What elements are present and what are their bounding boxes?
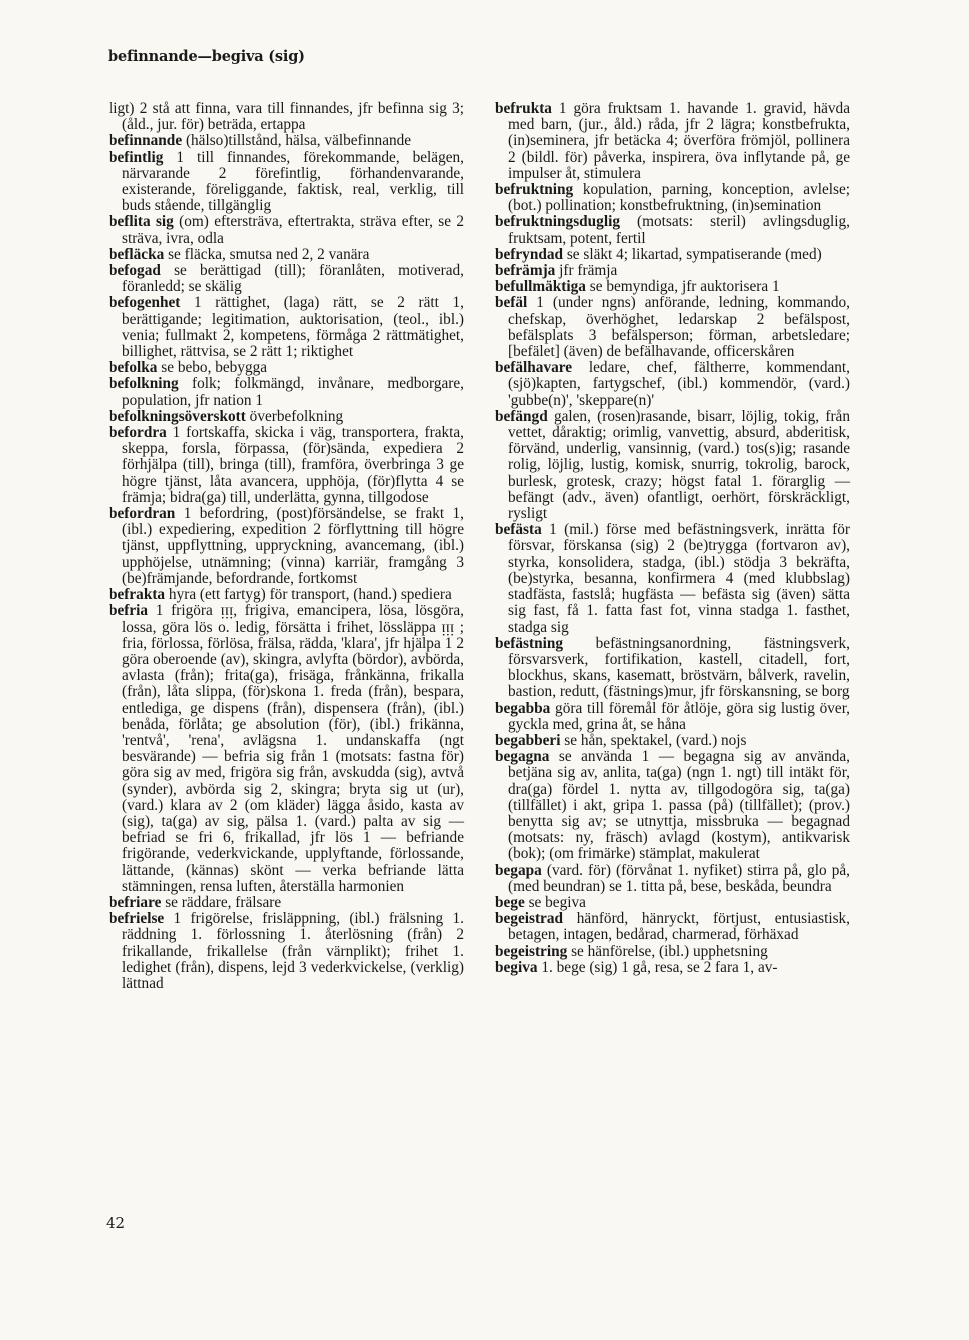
entry-headword: befläcka [109,245,165,263]
page-number: 42 [106,1214,126,1232]
dictionary-entry [109,895,464,911]
entry-headword: befrämja [495,262,556,280]
entry-definition: 1 frigöra ᴉᴉᴉ, frigiva, emancipera, lösa, lösgöra, lossa, göra lös o. ledig, försätta i frihet, lössläppa ᴉᴉᴉ ; fria, förlossa, förlösa, frälsa, rädda, 'klara', jfr hjälpa 1 2 göra oberoende (av), skingra, avlyfta (bördor), avbörda, avlasta (från); frita(ga), frisäga, frånkänna, frikalla (från), låta slippa, (för)skona 1. freda (från), bespara, entlediga, ge dispens (från), dispensera (från), (ibl.) benåda, förlåta; ge absolution (för), (ibl.) frikänna, 'rentvå', 'rena', avlägsna 1. undanskaffa (ngt besvärande) — befria sig från 1 (motsats: fastna för) göra sig av med, frigöra sig från, avskudda (sig), avtvå (synder), avbörda sig 2, skingra; bryta sig ut (ur), (vard.) klara av 2 (om kläder) lägga åsido, kasta av (sig), ta(ga) av sig, pälsa 1. (vard.) palta av sig — befriad se fri 6, frikallad, jfr lös 1 — befriande frigörande, vederkvickande, upplyftande, förlossande, lättande, (kännas) skönt — verka befriande lätta stämningen, rensa luften, återställa harmonien [122,602,464,895]
entry-definition: ledare, chef, fältherre, kommendant, (sjö)kapten, fartygschef, (ibl.) kommendör, (vard.) 'gubbe(n)', 'skeppare(n)' [508,359,850,409]
dictionary-entry [109,214,464,246]
entry-headword: befordra [109,424,167,442]
entry-definition: se begiva [528,893,586,911]
entry-definition: se bemyndiga, jfr auktorisera 1 [589,278,780,296]
entry-headword: befästning [495,634,563,652]
entry-headword: begiva [495,958,538,976]
running-head: befinnande—begiva (sig) [108,48,305,65]
dictionary-entry [109,360,464,376]
entry-headword: befinnande [109,132,183,150]
dictionary-entry [109,506,464,587]
dictionary-entry [495,360,850,409]
entry-definition: 1 (under ngns) anförande, ledning, kommando, chefskap, överhöghet, ledarskap 2 befälspost, befälsplats 3 befälsperson; förman, arbetsledare; [befälet] (även) de befälhavande, officerskåren [508,294,850,361]
entry-definition: se berättigad (till); föranlåten, motiverad, föranledd; se skälig [122,262,464,296]
entry-headword: begabba [495,699,551,717]
right-column [495,101,850,976]
entry-definition: 1 befordring, (post)försändelse, se frakt 1, (ibl.) expediering, expedition 2 förflyttning till högre tjänst, uppflyttning, uppryckning, avancemang, (ibl.) upphöjelse, utnämning; (vinna) karriär, framgång 3 (be)främjande, befordrande, fortkomst [122,505,464,587]
entry-definition: 1 fortskaffa, skicka i väg, transportera, frakta, skeppa, forsla, förpassa, (för)sända, expediera 2 förhjälpa (till), bringa (till), framföra, överbringa 3 ge högre tjänst, låta avancera, upphöja, (för)flytta 4 se främja; bidra(ga) till, underlätta, gynna, tillgodose [122,424,464,506]
dictionary-entry [495,733,850,749]
entry-definition: 1 till finnandes, förekommande, belägen, närvarande 2 förefintlig, förhandenvarande, existerande, föreliggande, faktisk, real, verklig, till buds stående, tillgänglig [122,148,465,215]
entry-definition: se släkt 4; likartad, sympatiserande (med) [566,245,822,263]
dictionary-entry [495,182,850,214]
entry-headword: befogad [109,262,161,280]
dictionary-entry [109,409,464,425]
entry-headword: befrukta [495,100,552,117]
entry-definition: hyra (ett fartyg) för transport, (hand.) spediera [168,586,452,604]
dictionary-entry [109,376,464,408]
entry-headword: begabberi [495,731,561,749]
entry-definition: se bebo, bebygga [161,359,268,377]
dictionary-entry [495,701,850,733]
dictionary-entry [495,214,850,246]
entry-headword: befrakta [109,586,166,604]
entry-headword: befälhavare [495,359,573,377]
entry-headword: befintlig [109,148,164,166]
entry-definition: (hälso)tillstånd, hälsa, välbefinnande [185,132,412,150]
entry-definition: göra till föremål för åtlöje, göra sig lustig över, gyckla med, grina åt, se håna [508,699,851,733]
entry-headword: begeistrad [495,910,563,928]
entry-definition: galen, (rosen)rasande, bisarr, löjlig, tokig, från vettet, dåraktig; orimlig, vanvettig, absurd, abderitisk, förvänd, underlig, vansinnig, (vard.) tos(s)ig; rasande rolig, löjlig, lustig, komisk, snurrig, tokrolig, barock, burlesk, grotesk, crazy; högst fatal 1. förarglig — befängt (adv., även) ofantligt, oerhört, förskräckligt, rysligt [508,407,850,523]
dictionary-entry [109,425,464,506]
entry-headword: befolka [109,359,158,377]
entry-definition: 1. bege (sig) 1 gå, resa, se 2 fara 1, av- [541,958,778,976]
dictionary-entry [495,636,850,701]
dictionary-entry [109,295,464,360]
dictionary-entry [109,101,464,133]
entry-definition: se hänförelse, (ibl.) upphetsning [571,942,768,960]
dictionary-entry [109,133,464,149]
dictionary-entry [495,863,850,895]
entry-definition: folk; folkmängd, invånare, medborgare, population, jfr nation 1 [122,375,465,409]
entry-definition: se använda 1 — begagna sig av använda, betjäna sig av, anlita, ta(ga) (ngn 1. ngt) till intäkt för, dra(ga) fördel 1. nytta av, tillgodogöra sig, ta(ga) (tillfället) i akt, gripa 1. passa (på) (tillfället); (prov.) benytta sig av; se utnyttja, missbruka — begagnad (motsats: ny, fräsch) avlagd (kostym), antikvarisk (bok); (om frimärke) stämplat, makulerat [508,748,850,863]
entry-definition: hänförd, hänryckt, förtjust, entusiastisk, betagen, intagen, bedårad, charmerad, förhäxad [508,910,850,944]
entry-headword: befästa [495,521,542,539]
entry-headword: befordran [109,505,176,523]
dictionary-entry [495,279,850,295]
entry-definition: (om) eftersträva, eftertrakta, sträva efter, se 2 sträva, ivra, odla [122,213,464,247]
dictionary-entry [495,101,850,182]
entry-definition: se räddare, frälsare [165,893,282,911]
entry-definition: ligt) 2 stå att finna, vara till finnandes, jfr befinna sig 3; (åld., jur. för) beträda, ertappa [109,100,464,134]
dictionary-entry [109,587,464,603]
entry-definition: 1 göra fruktsam 1. havande 1. gravid, hävda med barn, (jur., åld.) råda, jfr 2 lägra; konstbefrukta, (in)seminera, jfr betäcka 4; överföra frömjöl, pollinera 2 (bildl. för) påverka, inspirera, öva inflytande på, ge impulser åt, stimulera [508,100,850,182]
entry-definition: 1 rättighet, (laga) rätt, se 2 rätt 1, berättigande; legitimation, auktorisation, (teol., ibl.) venia; fullmakt 2, kompetens, förmåga 2 rättmätighet, billighet, rättvisa, se 2 rätt 1; riktighet [122,294,464,361]
entry-headword: befogenhet [109,294,181,312]
entry-headword: befruktning [495,181,574,199]
entry-headword: begeistring [495,942,568,960]
entry-headword: befrielse [109,910,165,928]
left-column [109,101,464,992]
dictionary-entry [109,150,464,215]
entry-definition: 1 (mil.) förse med befästningsverk, inrätta för försvar, förskansa (sig) 2 (be)trygga (fortvaron av), styrka, konsolidera, stadga, (ibl.) stödja 3 bekräfta, (be)styrka, besanna, konfirmera 4 (med klubbslag) stadfästa, fastslå; hugfästa — befästa sig (även) sätta sig fast, få 1. fatta fast fot, vinna stadga 1. fasthet, stadga sig [508,521,850,636]
entry-definition: jfr främja [559,262,618,280]
entry-headword: befria [109,602,149,620]
dictionary-entry [495,409,850,522]
entry-headword: befullmäktiga [495,278,586,296]
entry-headword: begagna [495,748,550,766]
entry-headword: begapa [495,861,542,879]
dictionary-entry [495,895,850,911]
entry-definition: (vard. för) (förvånat 1. nyfiket) stirra på, glo på, (med beundran) se 1. titta på, bese, beskåda, beundra [508,861,851,895]
entry-headword: befryndad [495,245,563,263]
dictionary-entry [495,911,850,943]
entry-headword: befolkningsöverskott [109,407,246,425]
dictionary-entry [495,960,850,976]
entry-headword: befängd [495,407,548,425]
entry-definition: se hån, spektakel, (vard.) nojs [564,731,747,749]
entry-definition: kopulation, parning, konception, avlelse; (bot.) pollination; konstbefruktning, (in)semination [508,181,850,215]
dictionary-entry [495,295,850,360]
dictionary-entry [495,749,850,862]
entry-definition: (motsats: steril) avlingsduglig, fruktsam, potent, fertil [508,213,850,247]
entry-headword: bege [495,893,525,911]
entry-definition: se fläcka, smutsa ned 2, 2 vanära [168,245,370,263]
dictionary-entry [495,944,850,960]
entry-headword: befolkning [109,375,179,393]
dictionary-entry [495,247,850,263]
dictionary-entry [109,911,464,992]
dictionary-entry [495,522,850,635]
entry-headword: befriare [109,893,162,911]
dictionary-entry [109,247,464,263]
dictionary-entry [109,603,464,895]
dictionary-entry [495,263,850,279]
entry-definition: befästningsanordning, fästningsverk, försvarsverk, fortifikation, kastell, citadell, fort, blockhus, skans, kasematt, bröstvärn, bålverk, ravelin, bastion, redutt, (fästnings)mur, jfr förskansning, se borg [508,634,850,701]
dictionary-entry [109,263,464,295]
entry-headword: befäl [495,294,528,312]
entry-headword: befruktningsduglig [495,213,620,231]
entry-definition: överbefolkning [249,407,344,425]
entry-definition: 1 frigörelse, frisläppning, (ibl.) frälsning 1. räddning 1. förlossning 1. återlösning (från) 2 frikallande, frikallelse (från värnplikt); frihet 1. ledighet (från), dispens, lejd 3 vederkvickelse, (verklig) lättnad [122,910,464,992]
entry-headword: beflita sig [109,213,174,231]
